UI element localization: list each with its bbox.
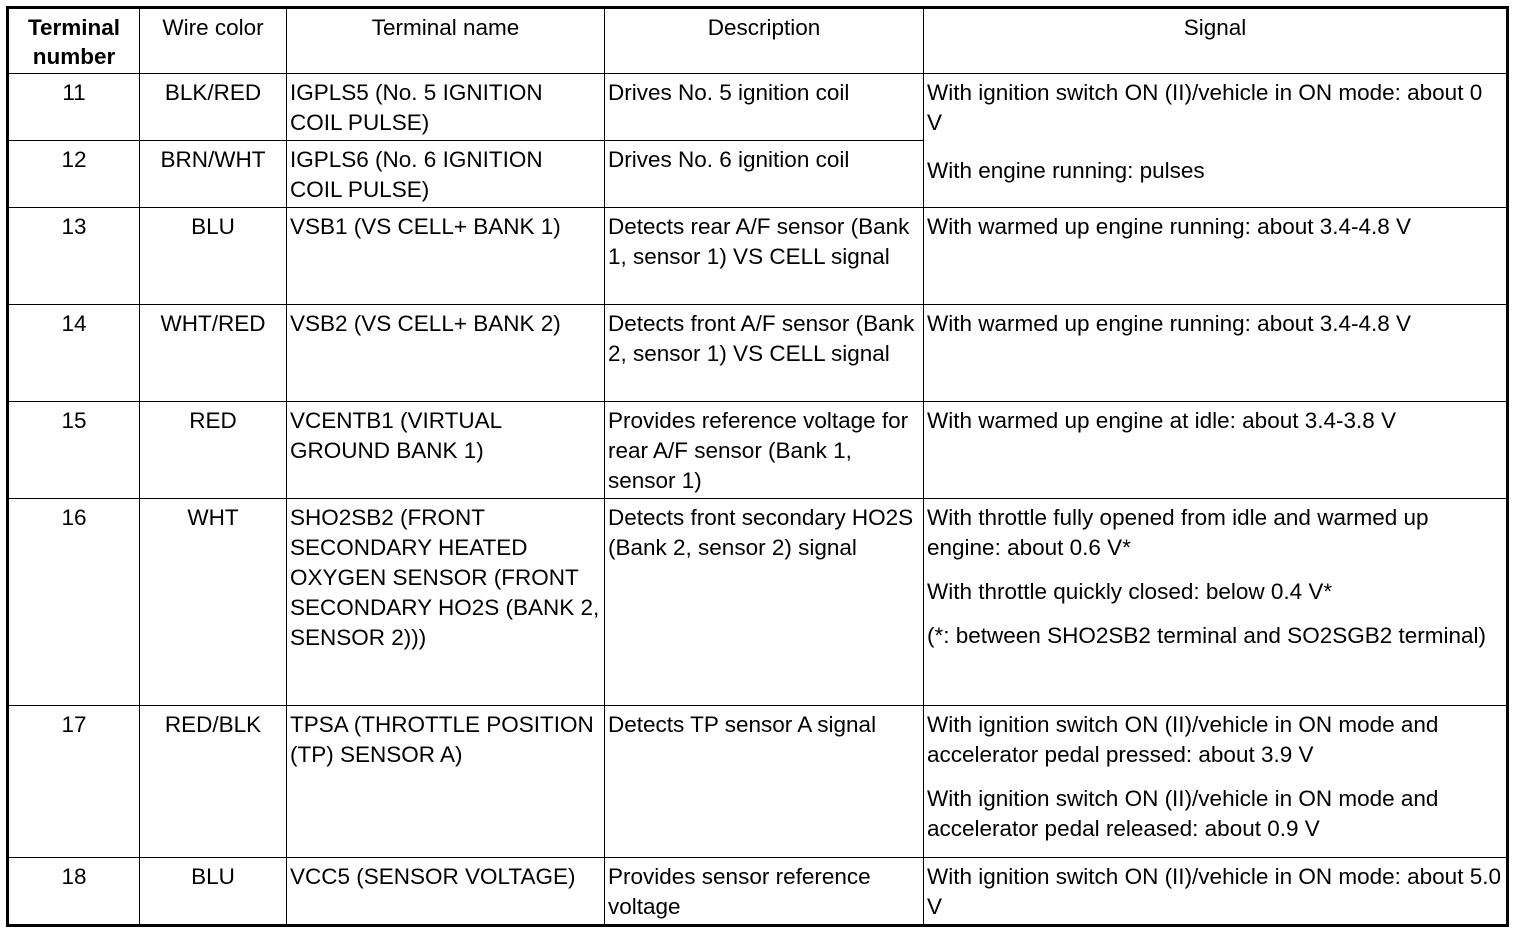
terminal-number-cell: 12 [8,141,140,208]
terminal-table [6,6,1509,927]
terminal-number-cell: 17 [8,706,140,858]
signal-text: With ignition switch ON (II)/vehicle in ON mode and accelerator pedal released: about 0.9 V [927,786,1439,841]
signal-text: With engine running: pulses [927,158,1205,183]
terminal-name-cell: VCENTB1 (VIRTUAL GROUND BANK 1) [287,402,605,499]
terminal-name-cell: VSB1 (VS CELL+ BANK 1) [287,208,605,305]
signal-cell [924,74,1508,208]
table-row [8,499,1508,706]
terminal-name-cell: IGPLS5 (No. 5 IGNITION COIL PULSE) [287,74,605,141]
terminal-number-cell: 18 [8,858,140,926]
wire-color-cell: BLU [140,858,287,926]
description-cell: Drives No. 5 ignition coil [605,74,924,141]
table-row [8,706,1508,858]
signal-cell [924,499,1508,706]
wire-color-cell: RED [140,402,287,499]
description-cell: Provides reference voltage for rear A/F sensor (Bank 1, sensor 1) [605,402,924,499]
header-description: Description [605,8,924,74]
table-row [8,858,1508,926]
signal-cell: With warmed up engine running: about 3.4-4.8 V [924,305,1508,402]
wire-color-cell: RED/BLK [140,706,287,858]
terminal-name-cell: VCC5 (SENSOR VOLTAGE) [287,858,605,926]
signal-text: With ignition switch ON (II)/vehicle in ON mode: about 0 V [927,80,1483,135]
signal-cell: With ignition switch ON (II)/vehicle in ON mode: about 5.0 V [924,858,1508,926]
wire-color-cell: BLU [140,208,287,305]
signal-text: With ignition switch ON (II)/vehicle in ON mode and accelerator pedal pressed: about 3.9 V [927,712,1439,767]
terminal-name-cell: SHO2SB2 (FRONT SECONDARY HEATED OXYGEN SENSOR (FRONT SECONDARY HO2S (BANK 2, SENSOR 2))) [287,499,605,706]
description-cell: Detects front secondary HO2S (Bank 2, sensor 2) signal [605,499,924,706]
terminal-number-cell: 15 [8,402,140,499]
wire-color-cell: BLK/RED [140,74,287,141]
terminal-name-cell: TPSA (THROTTLE POSITION (TP) SENSOR A) [287,706,605,858]
table-row [8,402,1508,499]
header-signal: Signal [924,8,1508,74]
description-cell: Detects TP sensor A signal [605,706,924,858]
description-cell: Provides sensor reference voltage [605,858,924,926]
terminal-number-cell: 13 [8,208,140,305]
signal-text: With throttle fully opened from idle and warmed up engine: about 0.6 V* [927,505,1429,560]
description-cell: Detects rear A/F sensor (Bank 1, sensor 1) VS CELL signal [605,208,924,305]
table-row [8,208,1508,305]
wire-color-cell: WHT [140,499,287,706]
signal-cell: With warmed up engine running: about 3.4-4.8 V [924,208,1508,305]
table-row [8,74,1508,141]
wire-color-cell: WHT/RED [140,305,287,402]
terminal-table-container [6,6,1506,927]
signal-cell [924,706,1508,858]
description-cell: Drives No. 6 ignition coil [605,141,924,208]
terminal-number-cell: 11 [8,74,140,141]
table-row [8,305,1508,402]
terminal-number-cell: 16 [8,499,140,706]
header-terminal-number: Terminal number [8,8,140,74]
terminal-number-cell: 14 [8,305,140,402]
header-terminal-name: Terminal name [287,8,605,74]
description-cell: Detects front A/F sensor (Bank 2, sensor 1) VS CELL signal [605,305,924,402]
header-row [8,8,1508,74]
wire-color-cell: BRN/WHT [140,141,287,208]
signal-text: With throttle quickly closed: below 0.4 V* [927,579,1333,604]
terminal-name-cell: IGPLS6 (No. 6 IGNITION COIL PULSE) [287,141,605,208]
signal-note: (*: between SHO2SB2 terminal and SO2SGB2 terminal) [927,623,1487,648]
signal-cell: With warmed up engine at idle: about 3.4-3.8 V [924,402,1508,499]
terminal-name-cell: VSB2 (VS CELL+ BANK 2) [287,305,605,402]
header-wire-color: Wire color [140,8,287,74]
